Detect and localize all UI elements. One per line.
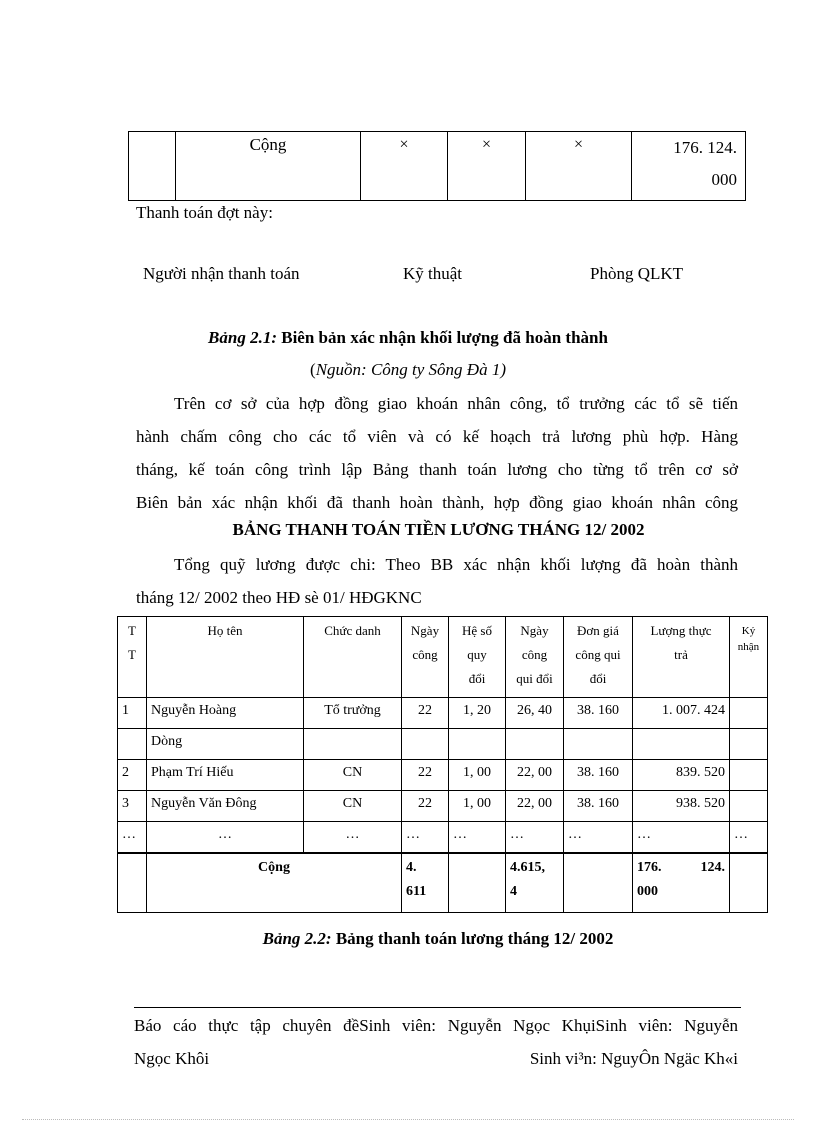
caption-text: Biên bản xác nhận khối lượng đã hoàn thành bbox=[277, 328, 608, 347]
row-sign bbox=[730, 729, 768, 760]
footer-line-2 bbox=[134, 1042, 738, 1075]
row-title: CN bbox=[304, 791, 402, 822]
row-coef bbox=[449, 729, 506, 760]
row-name: … bbox=[147, 822, 304, 854]
signature-receiver: Người nhận thanh toán bbox=[143, 264, 300, 283]
source-text: Nguồn: Công ty Sông Đà 1) bbox=[315, 360, 506, 379]
row-name: Phạm Trí Hiếu bbox=[147, 760, 304, 791]
row-days bbox=[402, 729, 449, 760]
row-sign: … bbox=[730, 822, 768, 854]
row-days: 22 bbox=[402, 698, 449, 729]
table-row bbox=[118, 760, 768, 791]
row-tt: … bbox=[118, 822, 147, 854]
payroll-table bbox=[117, 616, 768, 913]
total-price bbox=[564, 853, 633, 913]
row-coef: 1, 20 bbox=[449, 698, 506, 729]
payroll-header-row bbox=[118, 617, 768, 698]
signature-department: Phòng QLKT bbox=[590, 264, 684, 283]
row-title bbox=[304, 729, 402, 760]
header-sign: Ký nhận bbox=[730, 617, 768, 698]
row-sign bbox=[730, 760, 768, 791]
header-tt: T T bbox=[118, 617, 147, 698]
row-price: 38. 160 bbox=[564, 760, 633, 791]
summary-x-mark: × bbox=[361, 132, 448, 201]
row-days: 22 bbox=[402, 760, 449, 791]
table-row bbox=[118, 729, 768, 760]
row-sign bbox=[730, 791, 768, 822]
caption-text: Bảng thanh toán lương tháng 12/ 2002 bbox=[331, 929, 614, 948]
header-conv-days: Ngày công qui đổi bbox=[506, 617, 564, 698]
header-coef: Hệ số quy đổi bbox=[449, 617, 506, 698]
table-caption-1 bbox=[0, 328, 816, 348]
row-title: CN bbox=[304, 760, 402, 791]
footer bbox=[134, 1009, 738, 1075]
row-coef: 1, 00 bbox=[449, 760, 506, 791]
row-conv bbox=[506, 729, 564, 760]
row-days: … bbox=[402, 822, 449, 854]
total-tt bbox=[118, 853, 147, 913]
row-salary: … bbox=[633, 822, 730, 854]
row-salary: 839. 520 bbox=[633, 760, 730, 791]
paragraph-line: Trên cơ sở của hợp đồng giao khoán nhân công, tổ trưởng các tổ sẽ tiến bbox=[174, 394, 738, 413]
row-price: … bbox=[564, 822, 633, 854]
row-conv: … bbox=[506, 822, 564, 854]
total-label: Cộng bbox=[147, 853, 402, 913]
row-salary: 938. 520 bbox=[633, 791, 730, 822]
header-title: Chức danh bbox=[304, 617, 402, 698]
paragraph-line: Tổng quỹ lương được chi: Theo BB xác nhận khối lượng đã hoàn thành bbox=[174, 555, 738, 574]
payment-text: Thanh toán đợt này: bbox=[136, 203, 273, 222]
total-days: 4. 611 bbox=[402, 853, 449, 913]
source-paren: ( bbox=[310, 360, 316, 379]
summary-total-value bbox=[632, 132, 746, 201]
page-edge-divider bbox=[22, 1119, 794, 1120]
row-name: Nguyễn Văn Đông bbox=[147, 791, 304, 822]
row-price bbox=[564, 729, 633, 760]
summary-total-label: Cộng bbox=[176, 132, 361, 201]
paragraph-2 bbox=[136, 548, 738, 614]
row-price: 38. 160 bbox=[564, 791, 633, 822]
caption-label: Bảng 2.1: bbox=[208, 328, 277, 347]
header-name: Họ tên bbox=[147, 617, 304, 698]
footer-divider bbox=[134, 1007, 741, 1008]
row-title: Tổ trưởng bbox=[304, 698, 402, 729]
signature-technical: Kỹ thuật bbox=[403, 264, 463, 283]
row-salary bbox=[633, 729, 730, 760]
table-caption-2 bbox=[0, 929, 816, 949]
footer-author-garbled: Sinh vi³n: NguyÔn Ngäc Kh«i bbox=[529, 1049, 738, 1068]
row-title: … bbox=[304, 822, 402, 854]
summary-cell-empty bbox=[129, 132, 176, 201]
row-coef: … bbox=[449, 822, 506, 854]
summary-x-mark: × bbox=[526, 132, 632, 201]
row-days: 22 bbox=[402, 791, 449, 822]
header-salary: Lượng thực trả bbox=[633, 617, 730, 698]
row-name: Nguyễn Hoàng bbox=[147, 698, 304, 729]
row-tt: 3 bbox=[118, 791, 147, 822]
summary-x-mark: × bbox=[448, 132, 526, 201]
total-coef bbox=[449, 853, 506, 913]
paragraph-1 bbox=[136, 387, 738, 519]
summary-total-value-line2: 000 bbox=[711, 170, 737, 189]
paragraph-line: Biên bản xác nhận khối đã thanh hoàn thành, hợp đồng giao khoán nhân công bbox=[136, 493, 738, 512]
total-row bbox=[118, 853, 768, 913]
total-conv: 4.615, 4 bbox=[506, 853, 564, 913]
summary-table bbox=[128, 131, 746, 201]
source-note bbox=[0, 360, 816, 380]
row-salary: 1. 007. 424 bbox=[633, 698, 730, 729]
row-tt: 2 bbox=[118, 760, 147, 791]
payroll-heading: BẢNG THANH TOÁN TIỀN LƯƠNG THÁNG 12/ 2002 bbox=[232, 520, 645, 539]
row-sign bbox=[730, 698, 768, 729]
caption-label: Bảng 2.2: bbox=[262, 929, 332, 948]
table-row bbox=[118, 791, 768, 822]
total-sign bbox=[730, 853, 768, 913]
table-row bbox=[118, 822, 768, 854]
footer-author: Ngọc Khôi bbox=[134, 1049, 210, 1068]
paragraph-line: tháng, kế toán công trình lập Bảng thanh toán lương cho từng tổ trên cơ sở bbox=[136, 460, 738, 479]
row-price: 38. 160 bbox=[564, 698, 633, 729]
row-tt bbox=[118, 729, 147, 760]
total-salary: 176. 124. 000 bbox=[633, 853, 730, 913]
row-conv: 26, 40 bbox=[506, 698, 564, 729]
header-unit-price: Đơn giá công qui đổi bbox=[564, 617, 633, 698]
table-row bbox=[118, 698, 768, 729]
row-coef: 1, 00 bbox=[449, 791, 506, 822]
paragraph-line: tháng 12/ 2002 theo HĐ sè 01/ HĐGKNC bbox=[136, 588, 422, 607]
row-conv: 22, 00 bbox=[506, 760, 564, 791]
paragraph-line: hành chấm công cho các tổ viên và có kế hoạch trả lương phù hợp. Hàng bbox=[136, 427, 738, 446]
footer-line-1: Báo cáo thực tập chuyên đềSinh viên: Nguyễn Ngọc KhụiSinh viên: Nguyễn bbox=[134, 1016, 738, 1035]
header-days: Ngày công bbox=[402, 617, 449, 698]
summary-total-value-line1: 176. 124. bbox=[673, 138, 737, 157]
row-name: Dòng bbox=[147, 729, 304, 760]
row-conv: 22, 00 bbox=[506, 791, 564, 822]
row-tt: 1 bbox=[118, 698, 147, 729]
